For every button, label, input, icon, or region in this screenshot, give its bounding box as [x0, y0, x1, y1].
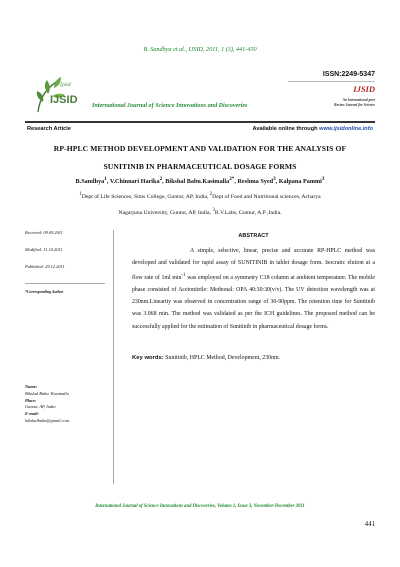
- place-label: Place:: [25, 397, 37, 403]
- keywords: [132, 355, 375, 361]
- published-date: Published: 29.12.2011: [25, 264, 65, 269]
- peer-review-note: [300, 98, 375, 107]
- email-value-link[interactable]: bikshalbabu@gmail.com: [25, 417, 69, 423]
- peer-review-line1: An International peer: [342, 98, 375, 102]
- issn: ISSN:2249-5347: [322, 71, 375, 78]
- abstract-body: [132, 245, 375, 333]
- abstract-unit-sup: -1: [181, 272, 186, 278]
- affil-1-sup: 1: [79, 192, 82, 197]
- author-5-sup: 3: [321, 176, 325, 182]
- journal-url-link[interactable]: www.ijsidonline.info: [319, 125, 373, 132]
- article-title: [0, 140, 400, 176]
- issn-divider: [288, 81, 375, 82]
- article-type-bar: [25, 124, 375, 133]
- affiliations: [20, 188, 380, 220]
- journal-footer: International Journal of Science Innovations and Discoveries, Volume 1, Issue 3, November-December 2011: [95, 504, 305, 509]
- author-4-sup: 3: [273, 176, 276, 182]
- title-line1: RP-HPLC METHOD DEVELOPMENT AND VALIDATION FOR THE ANALYSIS OF: [53, 144, 347, 153]
- affil-3-sup: 3: [212, 207, 215, 213]
- article-info-sidebar: [25, 230, 114, 484]
- page-number: 441: [364, 521, 375, 528]
- abstract-heading: ABSTRACT: [238, 233, 269, 239]
- abstract-text-2: was employed on a symmetry C18 column at ambient temperature. The mobile phase consisted of Acetonitrile: Methonal: OPA 40:30:30(v/v). The UV detection wavelength was at 230nm.Linearity was observed in concentration range of 30-90ppm. The retention time for Sunitinib was 3.068 min. The method was validated as per the ICH guidelines. The proposed method can be successfully applied for the estimation of Sunitinib in pharmaceutical dosage forms.: [132, 274, 375, 330]
- author-3: , Bikshal Babu.Kasimalla: [162, 178, 230, 186]
- online-label: Available online through: [252, 125, 320, 132]
- article-type: Research Article: [27, 125, 71, 132]
- author-3-sup: 2*: [229, 176, 235, 182]
- title-line2: SUNITINIB IN PHARMACEUTICAL DOSAGE FORMS: [103, 162, 297, 171]
- name-label: Name:: [25, 384, 38, 389]
- header-divider: [25, 121, 375, 123]
- modified-date: Modified: 11.10.2011: [25, 247, 63, 252]
- abstract-section: [132, 233, 375, 361]
- peer-review-line2: Review Journal for Science: [334, 102, 375, 107]
- author-1: B.Sandhya: [75, 178, 105, 186]
- sidebar-divider: [25, 283, 105, 284]
- author-2-sup: 2: [159, 176, 163, 182]
- corresponding-author-label: *Corresponding Author: [25, 289, 64, 294]
- article-dates: [25, 230, 113, 281]
- affil-3-text: R.V.Labs, Guntur, A.P ,India.: [214, 209, 282, 216]
- affil-2-text: Dept of Food and Nutritional sciences, Acharya: [212, 193, 321, 200]
- corresponding-author-contact: [25, 384, 69, 425]
- svg-text:Ijsid: Ijsid: [60, 82, 71, 88]
- author-1-sup: 1: [104, 176, 107, 182]
- name-value: Bikshal Babu. Kasimalla: [25, 390, 69, 396]
- affil-2-text-cont: Nagarjuna University, Guntur, AP, India,: [118, 209, 213, 216]
- author-5: , Kalpana Pammi: [275, 178, 322, 186]
- affil-2-sup: 2: [209, 192, 213, 197]
- running-head: B. Sandhya et al., IJSID, 2011, 1 (3), 441-450: [143, 46, 257, 53]
- author-4: , Reshma Syed: [234, 178, 274, 186]
- email-label: E-mail:: [25, 411, 39, 417]
- journal-name: International Journal of Science Innovations and Discoveries: [92, 103, 248, 109]
- logo-wordmark: IJSID: [50, 94, 78, 106]
- online-availability: [253, 126, 374, 132]
- affiliation-line2: [20, 204, 380, 220]
- abstract-text-1: A simple, selective, linear, precise and accurate RP-HPLC method was developed and validated for rapid assay of SUNITINIB in tablet dosage form. Isocratic elution at a flow rate of 1ml min: [132, 248, 375, 281]
- author-list: [0, 176, 400, 185]
- journal-abbrev: IJSID: [353, 84, 375, 94]
- author-2: , V.Chinnari Harika: [106, 178, 160, 186]
- place-value: Guntur, AP, India: [25, 404, 56, 410]
- keywords-label: Key words:: [132, 355, 164, 362]
- keywords-list: Sunitinib, HPLC Method, Development, 230nm.: [163, 355, 281, 362]
- affiliation-line1: [20, 188, 380, 204]
- affil-1-text: Dept of Life Sciences, Sims College, Guntur, AP, India,: [81, 193, 210, 200]
- received-date: Received: 09.09.2011: [25, 230, 63, 235]
